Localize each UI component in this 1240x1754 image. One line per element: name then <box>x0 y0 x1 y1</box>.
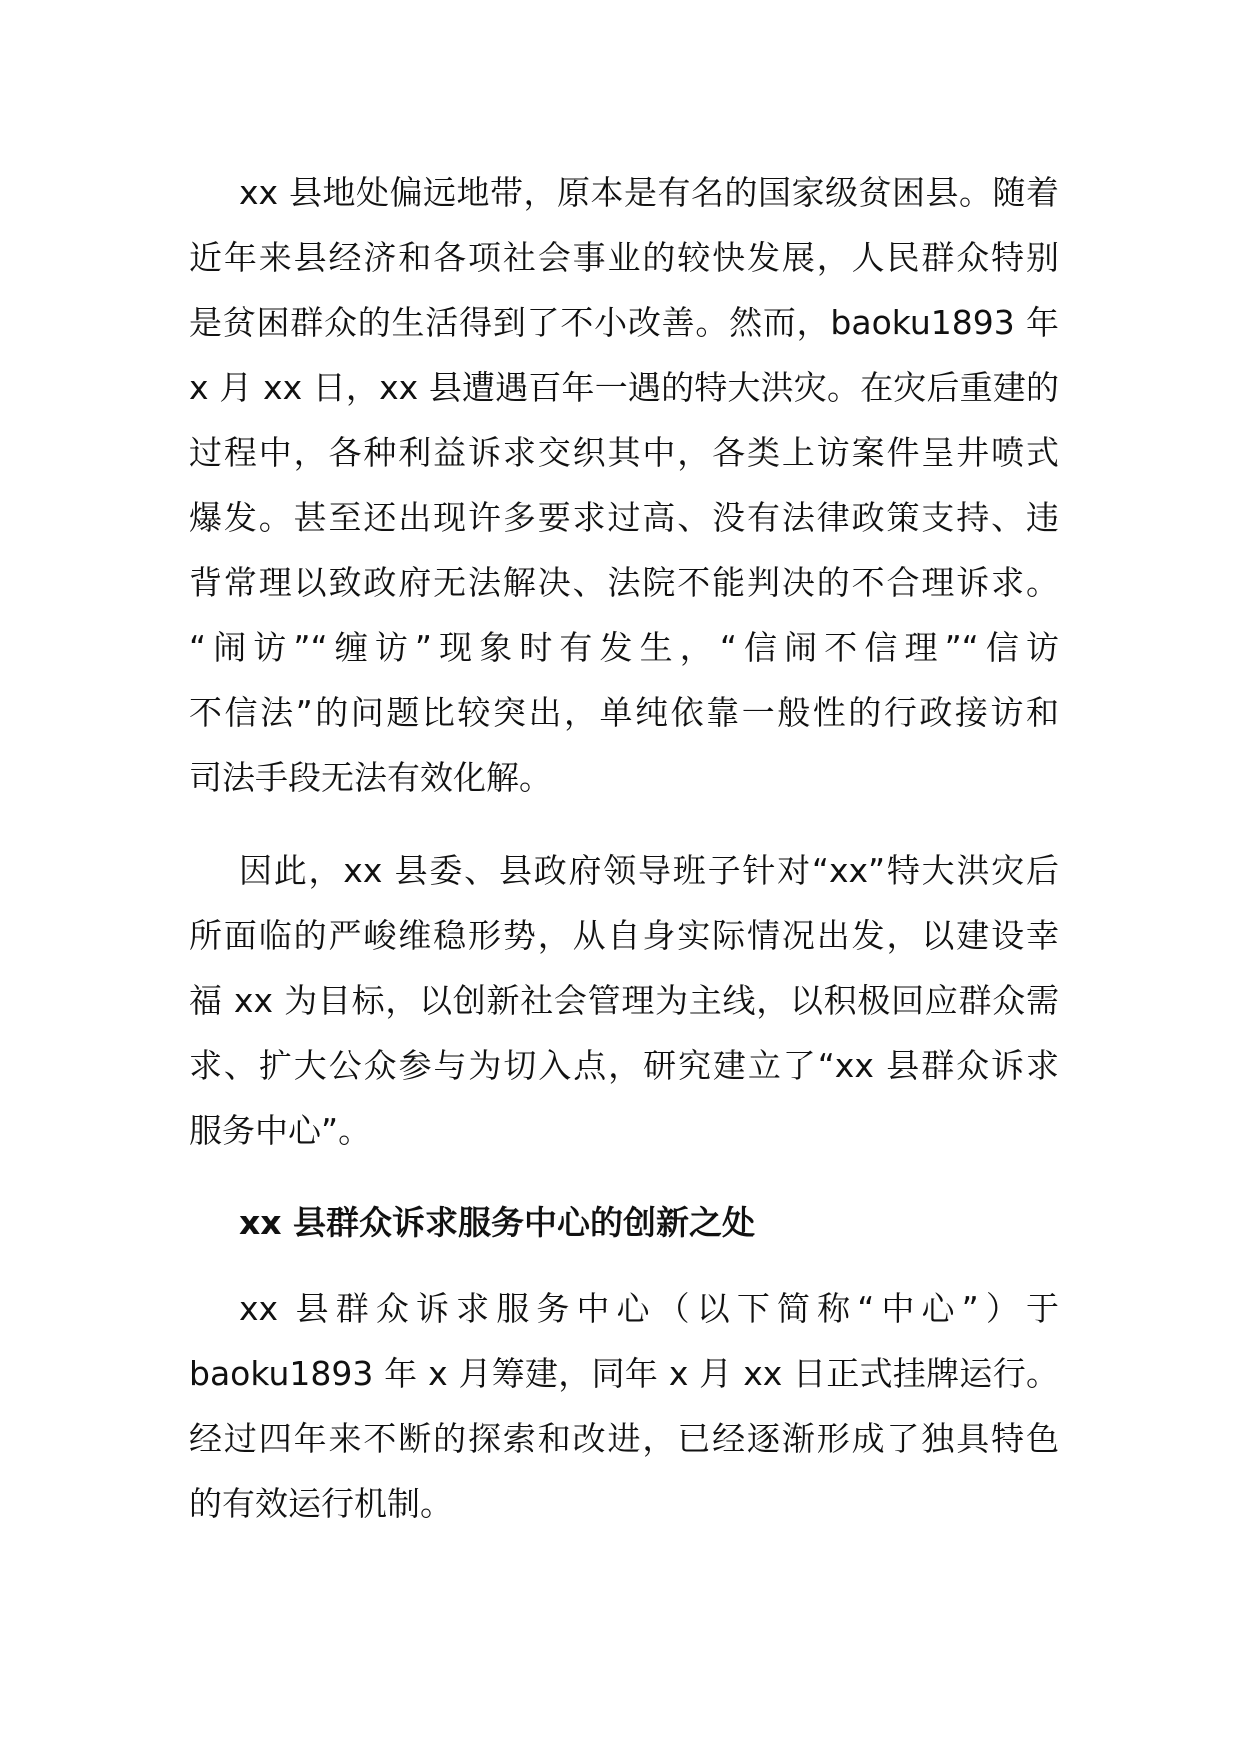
paragraph-1-line-1: xx 县地处偏远地带，原本是有名的国家级贫困县。随着 <box>239 173 1059 212</box>
paragraph-2-line-5: 服务中心”。 <box>189 1111 372 1150</box>
paragraph-3-line-4: 的有效运行机制。 <box>189 1484 453 1523</box>
paragraph-1-line-9: 不信法”的问题比较突出，单纯依靠一般性的行政接访和 <box>189 693 1059 732</box>
paragraph-1-line-8: “闹访”“缠访”现象时有发生，“信闹不信理”“信访 <box>189 628 1059 667</box>
paragraph-1-line-7: 背常理以致政府无法解决、法院不能判决的不合理诉求。 <box>189 563 1059 602</box>
paragraph-2-line-1: 因此，xx 县委、县政府领导班子针对“xx”特大洪灾后 <box>239 851 1059 890</box>
paragraph-1-line-3: 是贫困群众的生活得到了不小改善。然而，baoku1893 年 <box>189 303 1059 342</box>
paragraph-1-line-6: 爆发。甚至还出现许多要求过高、没有法律政策支持、违 <box>189 498 1059 537</box>
section-heading <box>189 1190 1059 1255</box>
paragraph-1-line-2: 近年来县经济和各项社会事业的较快发展，人民群众特别 <box>189 238 1059 277</box>
paragraph-2 <box>189 838 1059 1163</box>
paragraph-3 <box>189 1276 1059 1536</box>
paragraph-2-line-4: 求、扩大公众参与为切入点，研究建立了“xx 县群众诉求 <box>189 1046 1059 1085</box>
paragraph-1-line-10: 司法手段无法有效化解。 <box>189 758 552 797</box>
paragraph-3-line-3: 经过四年来不断的探索和改进，已经逐渐形成了独具特色 <box>189 1419 1059 1458</box>
paragraph-1 <box>189 160 1059 810</box>
paragraph-1-line-5: 过程中，各种利益诉求交织其中，各类上访案件呈井喷式 <box>189 433 1059 472</box>
section-heading-text: xx 县群众诉求服务中心的创新之处 <box>239 1203 756 1242</box>
paragraph-3-line-1: xx 县群众诉求服务中心（以下简称“中心”）于 <box>239 1289 1059 1328</box>
paragraph-2-line-3: 福 xx 为目标，以创新社会管理为主线，以积极回应群众需 <box>189 981 1059 1020</box>
paragraph-3-line-2: baoku1893 年 x 月筹建，同年 x 月 xx 日正式挂牌运行。 <box>189 1354 1059 1393</box>
paragraph-1-line-4: x 月 xx 日，xx 县遭遇百年一遇的特大洪灾。在灾后重建的 <box>189 368 1059 407</box>
paragraph-2-line-2: 所面临的严峻维稳形势，从自身实际情况出发，以建设幸 <box>189 916 1059 955</box>
